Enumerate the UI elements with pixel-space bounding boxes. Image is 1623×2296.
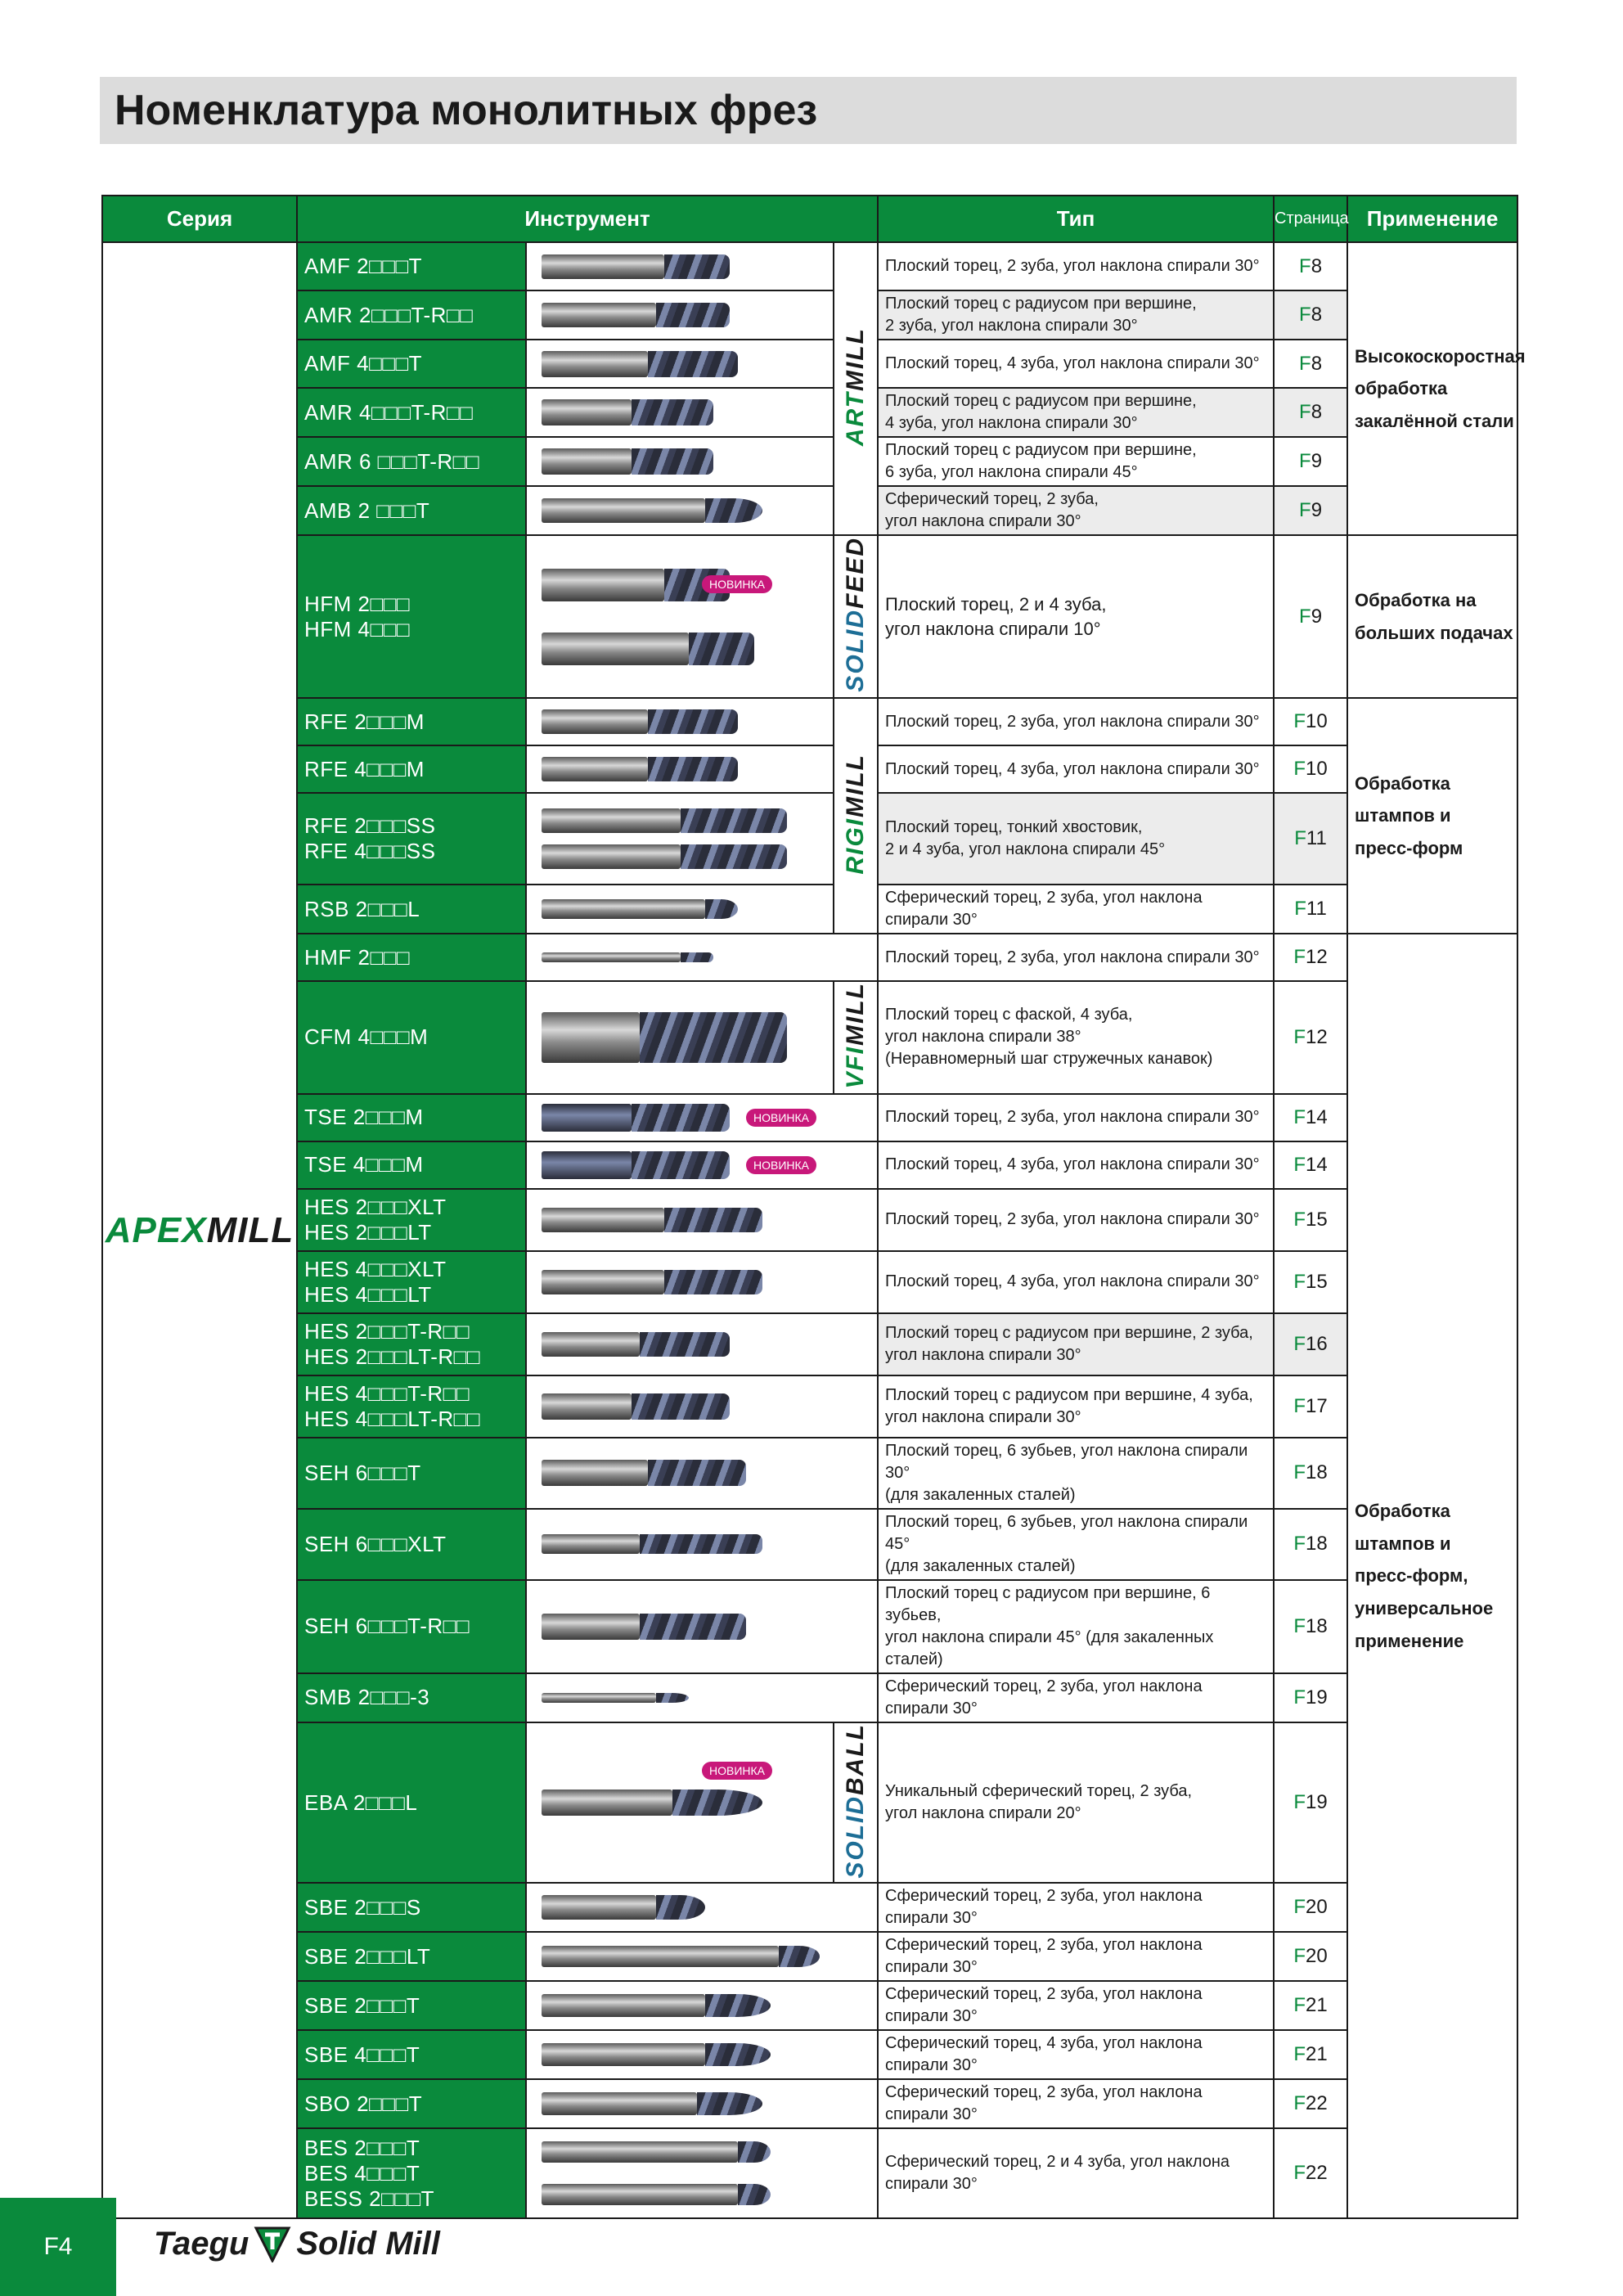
tool-page: F12: [1274, 934, 1347, 981]
tool-page: F15: [1274, 1189, 1347, 1251]
tool-code: HES 4□□□T-R□□ HES 4□□□LT-R□□: [297, 1375, 526, 1438]
tool-code: SEH 6□□□T: [297, 1438, 526, 1509]
tool-image: [526, 1438, 878, 1509]
table-row: [102, 340, 1517, 388]
tool-page: F22: [1274, 2128, 1347, 2218]
table-row: [102, 1722, 1517, 1884]
end-mill-icon: [542, 351, 738, 377]
tool-image: [526, 1932, 878, 1981]
header-series: Серия: [102, 196, 297, 242]
tool-code: HFM 2□□□ HFM 4□□□: [297, 535, 526, 698]
tool-code: AMR 2□□□T-R□□: [297, 290, 526, 340]
tool-page: F8: [1274, 242, 1347, 290]
table-row: [102, 745, 1517, 793]
tool-code: SBE 2□□□S: [297, 1883, 526, 1932]
tool-code: SBE 4□□□T: [297, 2030, 526, 2079]
end-mill-icon: [542, 1270, 762, 1294]
table-header: [102, 196, 1517, 242]
tool-type: Плоский торец с радиусом при вершине, 4 зуба, угол наклона спирали 30°: [878, 1375, 1274, 1438]
solidfeed-logo: SOLIDFEED: [842, 537, 870, 692]
end-mill-icon: [542, 1534, 762, 1554]
table-row: [102, 1438, 1517, 1509]
tool-type: Плоский торец с фаской, 4 зуба, угол наклона спирали 38° (Неравномерный шаг стружечных канавок): [878, 981, 1274, 1094]
end-mill-icon: [542, 709, 738, 734]
tool-type: Плоский торец, тонкий хвостовик, 2 и 4 зуба, угол наклона спирали 45°: [878, 793, 1274, 885]
logo-left-text: Taegu: [154, 2225, 250, 2262]
tool-type: Плоский торец, 2 и 4 зуба, угол наклона спирали 10°: [878, 535, 1274, 698]
tool-code: SMB 2□□□-3: [297, 1673, 526, 1722]
tool-page: F9: [1274, 535, 1347, 698]
tool-code: RFE 2□□□M: [297, 698, 526, 745]
tool-type: Плоский торец, 2 зуба, угол наклона спирали 30°: [878, 698, 1274, 745]
tool-page: F18: [1274, 1580, 1347, 1673]
tool-code: AMB 2 □□□T: [297, 486, 526, 535]
tool-page: F19: [1274, 1673, 1347, 1722]
tool-image: [526, 1375, 878, 1438]
table-row: [102, 1313, 1517, 1375]
page-number: F4: [0, 2198, 116, 2296]
tool-image: [526, 2030, 878, 2079]
end-mill-icon: [542, 399, 713, 425]
shield-icon: [254, 2225, 291, 2262]
tool-image: [526, 1189, 878, 1251]
table-row: [102, 1141, 1517, 1189]
tool-code: TSE 4□□□M: [297, 1141, 526, 1189]
tool-page: F20: [1274, 1883, 1347, 1932]
tool-type: Сферический торец, 2 зуба, угол наклона спирали 30°: [878, 486, 1274, 535]
end-mill-icon: [542, 1151, 730, 1179]
tool-page: F18: [1274, 1509, 1347, 1580]
table-row: [102, 1580, 1517, 1673]
tool-page: F11: [1274, 793, 1347, 885]
tool-page: F9: [1274, 437, 1347, 486]
end-mill-icon: [542, 1012, 787, 1063]
end-mill-icon: [542, 448, 713, 475]
tool-type: Плоский торец, 6 зубьев, угол наклона спирали 30° (для закаленных сталей): [878, 1438, 1274, 1509]
tool-image: [526, 437, 834, 486]
tool-page: F17: [1274, 1375, 1347, 1438]
tool-code: SBE 2□□□LT: [297, 1932, 526, 1981]
tool-code: RSB 2□□□L: [297, 885, 526, 934]
ball-end-mill-icon: [542, 2184, 771, 2205]
table-row: [102, 242, 1517, 290]
table-row: [102, 1509, 1517, 1580]
application-cell: Обработка на больших подачах: [1347, 535, 1517, 698]
tool-code: EBA 2□□□L: [297, 1722, 526, 1884]
tool-code: HES 2□□□T-R□□ HES 2□□□LT-R□□: [297, 1313, 526, 1375]
ball-end-mill-icon: [542, 2043, 771, 2066]
tool-page: F22: [1274, 2079, 1347, 2128]
table-row: [102, 1189, 1517, 1251]
tool-code: RFE 4□□□M: [297, 745, 526, 793]
tool-type: Плоский торец, 4 зуба, угол наклона спирали 30°: [878, 1251, 1274, 1313]
table-row: [102, 885, 1517, 934]
new-badge: НОВИНКА: [702, 1762, 772, 1780]
tool-image: [526, 745, 834, 793]
tool-type: Плоский торец, 4 зуба, угол наклона спирали 30°: [878, 340, 1274, 388]
table-row: [102, 1883, 1517, 1932]
tool-page: F14: [1274, 1094, 1347, 1141]
ball-end-mill-icon: [542, 1946, 820, 1967]
micro-end-mill-icon: [542, 952, 713, 962]
series-cell: [102, 242, 297, 2218]
tool-type: Сферический торец, 2 зуба, угол наклона спирали 30°: [878, 1673, 1274, 1722]
tool-image: [526, 340, 834, 388]
tool-type: Плоский торец с радиусом при вершине, 4 зуба, угол наклона спирали 30°: [878, 388, 1274, 437]
application-cell: Высокоскоростная обработка закалённой стали: [1347, 242, 1517, 535]
ball-end-mill-icon: [542, 1790, 762, 1816]
tool-code: BES 2□□□T BES 4□□□T BESS 2□□□T: [297, 2128, 526, 2218]
end-mill-icon: [542, 808, 787, 833]
tool-image: [526, 1981, 878, 2030]
table-row: [102, 437, 1517, 486]
tool-type: Сферический торец, 2 и 4 зуба, угол наклона спирали 30°: [878, 2128, 1274, 2218]
tool-type: Плоский торец, 4 зуба, угол наклона спирали 30°: [878, 1141, 1274, 1189]
tool-code: TSE 2□□□M: [297, 1094, 526, 1141]
tool-image: [526, 934, 878, 981]
tool-code: SEH 6□□□T-R□□: [297, 1580, 526, 1673]
tool-type: Плоский торец, 2 зуба, угол наклона спирали 30°: [878, 1094, 1274, 1141]
taegu-solid-mill-logo: [154, 2219, 440, 2268]
tool-code: AMR 6 □□□T-R□□: [297, 437, 526, 486]
tool-type: Сферический торец, 4 зуба, угол наклона спирали 30°: [878, 2030, 1274, 2079]
tool-page: F20: [1274, 1932, 1347, 1981]
artmill-logo: ARTMILL: [842, 326, 870, 447]
tool-image: [526, 1251, 878, 1313]
tool-type: Сферический торец, 2 зуба, угол наклона спирали 30°: [878, 2079, 1274, 2128]
tool-type: Сферический торец, 2 зуба, угол наклона спирали 30°: [878, 885, 1274, 934]
apexmill-logo: APEXMILL: [105, 1209, 294, 1250]
ball-end-mill-icon: [542, 899, 738, 919]
tool-type: Плоский торец с радиусом при вершине, 2 зуба, угол наклона спирали 30°: [878, 1313, 1274, 1375]
brand-solidfeed: [834, 535, 878, 698]
table-row: [102, 793, 1517, 885]
tool-page: F14: [1274, 1141, 1347, 1189]
table-row: [102, 2079, 1517, 2128]
tool-page: F11: [1274, 885, 1347, 934]
header-application: Применение: [1347, 196, 1517, 242]
table-row: [102, 535, 1517, 698]
brand-rigimill: [834, 698, 878, 934]
end-mill-icon: [542, 1460, 746, 1486]
tool-type: Плоский торец, 2 зуба, угол наклона спирали 30°: [878, 242, 1274, 290]
tool-image: [526, 290, 834, 340]
tool-page: F18: [1274, 1438, 1347, 1509]
solidball-logo: SOLIDBALL: [842, 1722, 870, 1879]
new-badge: НОВИНКА: [746, 1156, 816, 1174]
tool-code: CFM 4□□□M: [297, 981, 526, 1094]
table-row: [102, 1094, 1517, 1141]
tool-code: SBE 2□□□T: [297, 1981, 526, 2030]
tool-type: Сферический торец, 2 зуба, угол наклона спирали 30°: [878, 1883, 1274, 1932]
tool-image: [526, 1141, 878, 1189]
tool-code: AMF 2□□□T: [297, 242, 526, 290]
tool-code: HES 4□□□XLT HES 4□□□LT: [297, 1251, 526, 1313]
new-badge: НОВИНКА: [746, 1109, 816, 1127]
tool-page: F21: [1274, 2030, 1347, 2079]
tool-code: SEH 6□□□XLT: [297, 1509, 526, 1580]
tool-image: [526, 486, 834, 535]
rigimill-logo: RIGIMILL: [842, 753, 870, 875]
table-row: [102, 2128, 1517, 2218]
title-bar: [100, 77, 1517, 144]
tool-image: [526, 388, 834, 437]
logo-right-text: Solid Mill: [296, 2225, 440, 2262]
tool-type: Плоский торец с радиусом при вершине, 6 зуба, угол наклона спирали 45°: [878, 437, 1274, 486]
tool-code: AMF 4□□□T: [297, 340, 526, 388]
header-page: Страница: [1274, 196, 1347, 242]
end-mill-icon: [542, 1393, 730, 1420]
vfimill-logo: VFIMILL: [842, 982, 870, 1089]
tool-image: [526, 981, 834, 1094]
tool-image: [526, 1094, 878, 1141]
tool-code: SBO 2□□□T: [297, 2079, 526, 2128]
tool-page: F21: [1274, 1981, 1347, 2030]
table-row: [102, 1375, 1517, 1438]
table-row: [102, 290, 1517, 340]
tool-page: F8: [1274, 340, 1347, 388]
end-mill-icon: [542, 1208, 762, 1232]
end-mill-icon: [542, 1332, 730, 1357]
brand-artmill: [834, 242, 878, 535]
table-row: [102, 1673, 1517, 1722]
table-row: [102, 1981, 1517, 2030]
end-mill-icon: [542, 303, 730, 327]
end-mill-icon: [542, 254, 730, 279]
ball-end-mill-icon: [542, 2141, 771, 2163]
table-row: [102, 934, 1517, 981]
tool-image: [526, 242, 834, 290]
ball-end-mill-icon: [542, 2092, 762, 2115]
ball-end-mill-icon: [542, 1895, 705, 1920]
micro-ball-mill-icon: [542, 1693, 689, 1703]
table-row: [102, 388, 1517, 437]
tool-page: F19: [1274, 1722, 1347, 1884]
table-row: [102, 486, 1517, 535]
tool-image: [526, 1673, 878, 1722]
tool-code: HES 2□□□XLT HES 2□□□LT: [297, 1189, 526, 1251]
tool-page: F10: [1274, 745, 1347, 793]
tool-image: [526, 1509, 878, 1580]
ball-end-mill-icon: [542, 1994, 771, 2017]
tool-image: [526, 2128, 878, 2218]
application-cell: Обработка штампов и пресс-форм, универсальное применение: [1347, 934, 1517, 2218]
tool-type: Плоский торец, 2 зуба, угол наклона спирали 30°: [878, 934, 1274, 981]
tool-page: F12: [1274, 981, 1347, 1094]
tool-type: Уникальный сферический торец, 2 зуба, угол наклона спирали 20°: [878, 1722, 1274, 1884]
tool-type: Плоский торец с радиусом при вершине, 2 зуба, угол наклона спирали 30°: [878, 290, 1274, 340]
tool-code: AMR 4□□□T-R□□: [297, 388, 526, 437]
application-cell: Обработка штампов и пресс-форм: [1347, 698, 1517, 934]
end-mill-icon: [542, 633, 754, 665]
tool-image: [526, 1313, 878, 1375]
end-mill-icon: [542, 1614, 746, 1640]
brand-vfimill: [834, 981, 878, 1094]
table-row: [102, 1932, 1517, 1981]
brand-solidball: [834, 1722, 878, 1884]
tool-image: [526, 1883, 878, 1932]
tool-page: F8: [1274, 290, 1347, 340]
new-badge: НОВИНКА: [702, 575, 772, 593]
tool-page: F16: [1274, 1313, 1347, 1375]
end-mill-icon: [542, 757, 738, 781]
tool-image: [526, 793, 834, 885]
header-tool: Инструмент: [297, 196, 878, 242]
tool-image: [526, 1580, 878, 1673]
tool-type: Плоский торец, 4 зуба, угол наклона спирали 30°: [878, 745, 1274, 793]
page-title: Номенклатура монолитных фрез: [115, 87, 818, 134]
tool-image: [526, 535, 834, 698]
table-row: [102, 2030, 1517, 2079]
tool-image: [526, 698, 834, 745]
tool-image: [526, 1722, 834, 1884]
header-type: Тип: [878, 196, 1274, 242]
tool-page: F8: [1274, 388, 1347, 437]
end-mill-icon: [542, 1104, 730, 1132]
tool-type: Плоский торец, 2 зуба, угол наклона спирали 30°: [878, 1189, 1274, 1251]
tool-page: F15: [1274, 1251, 1347, 1313]
tool-page: F9: [1274, 486, 1347, 535]
table-row: [102, 981, 1517, 1094]
tool-type: Сферический торец, 2 зуба, угол наклона спирали 30°: [878, 1981, 1274, 2030]
end-mill-icon: [542, 844, 787, 869]
tool-code: RFE 2□□□SS RFE 4□□□SS: [297, 793, 526, 885]
tool-image: [526, 885, 834, 934]
tool-code: HMF 2□□□: [297, 934, 526, 981]
tool-type: Плоский торец с радиусом при вершине, 6 зубьев, угол наклона спирали 45° (для закаленных сталей): [878, 1580, 1274, 1673]
ball-end-mill-icon: [542, 498, 762, 523]
tool-type: Сферический торец, 2 зуба, угол наклона спирали 30°: [878, 1932, 1274, 1981]
tool-image: [526, 2079, 878, 2128]
nomenclature-table: [101, 195, 1526, 2219]
tool-page: F10: [1274, 698, 1347, 745]
table-row: [102, 1251, 1517, 1313]
tool-type: Плоский торец, 6 зубьев, угол наклона спирали 45° (для закаленных сталей): [878, 1509, 1274, 1580]
table-row: [102, 698, 1517, 745]
